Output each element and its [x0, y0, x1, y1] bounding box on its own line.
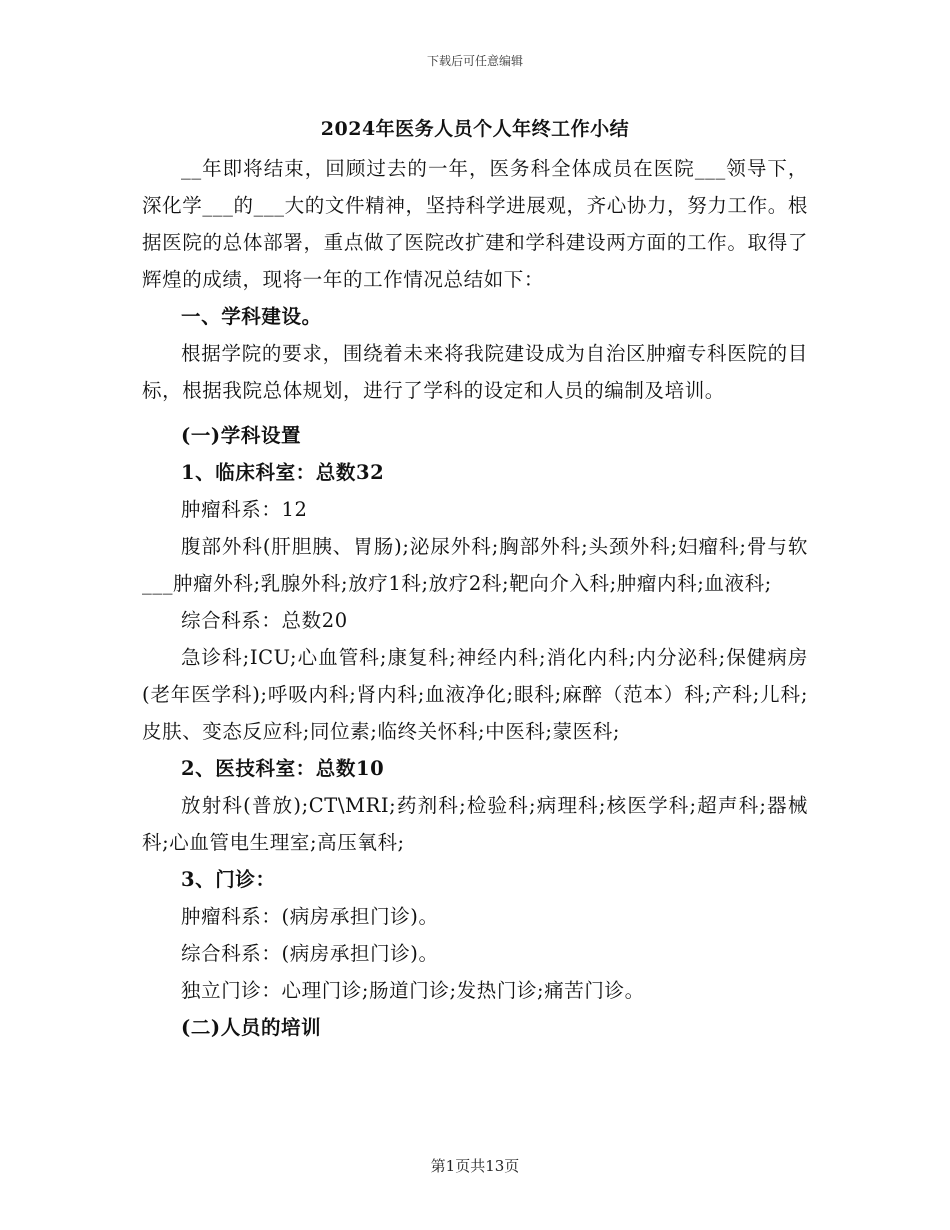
outpatient-oncology: 肿瘤科系：(病房承担门诊)。: [181, 905, 439, 928]
subsection-heading-training: (二)人员的培训: [181, 1016, 322, 1039]
page-header-note: 下载后可任意编辑: [426, 54, 523, 68]
clinical-dept-heading: 1、临床科室：总数32: [181, 461, 385, 484]
general-count: 综合科系：总数20: [181, 609, 348, 632]
section-heading-discipline: 一、学科建设。: [181, 305, 322, 328]
page-number: 第1页共13页: [430, 1157, 520, 1175]
medtech-dept-list: 放射科(普放);CT\MRI;药剂科;检验科;病理科;核医学科;超声科;器械科;心血管电生理室;高压氧科;: [142, 794, 808, 854]
outpatient-general: 综合科系：(病房承担门诊)。: [181, 942, 439, 965]
document-body: [142, 150, 808, 1046]
document-title: 2024年医务人员个人年终工作小结: [320, 118, 630, 140]
general-dept-list: 急诊科;ICU;心血管科;康复科;神经内科;消化内科;内分泌科;保健病房(老年医学科);呼吸内科;肾内科;血液净化;眼科;麻醉（范本）科;产科;儿科;皮肤、变态反应科;同位素;临终关怀科;中医科;蒙医科;: [142, 646, 808, 743]
oncology-dept-list: 腹部外科(肝胆胰、胃肠);泌尿外科;胸部外科;头颈外科;妇瘤科;骨与软___肿瘤外科;乳腺外科;放疗1科;放疗2科;靶向介入科;肿瘤内科;血液科;: [142, 535, 808, 595]
discipline-paragraph: 根据学院的要求，围绕着未来将我院建设成为自治区肿瘤专科医院的目标，根据我院总体规划，进行了学科的设定和人员的编制及培训。: [142, 342, 808, 402]
medtech-dept-heading: 2、医技科室：总数10: [181, 757, 385, 780]
intro-paragraph: __年即将结束，回顾过去的一年，医务科全体成员在医院___领导下，深化学___的___大的文件精神，坚持科学进展观，齐心协力，努力工作。根据医院的总体部署，重点做了医院改扩建和学科建设两方面的工作。取得了辉煌的成绩，现将一年的工作情况总结如下：: [142, 157, 808, 291]
outpatient-heading: 3、门诊：: [181, 868, 276, 891]
subsection-heading-setup: (一)学科设置: [181, 424, 302, 447]
outpatient-independent: 独立门诊：心理门诊;肠道门诊;发热门诊;痛苦门诊。: [181, 979, 645, 1002]
oncology-count: 肿瘤科系：12: [181, 498, 308, 521]
